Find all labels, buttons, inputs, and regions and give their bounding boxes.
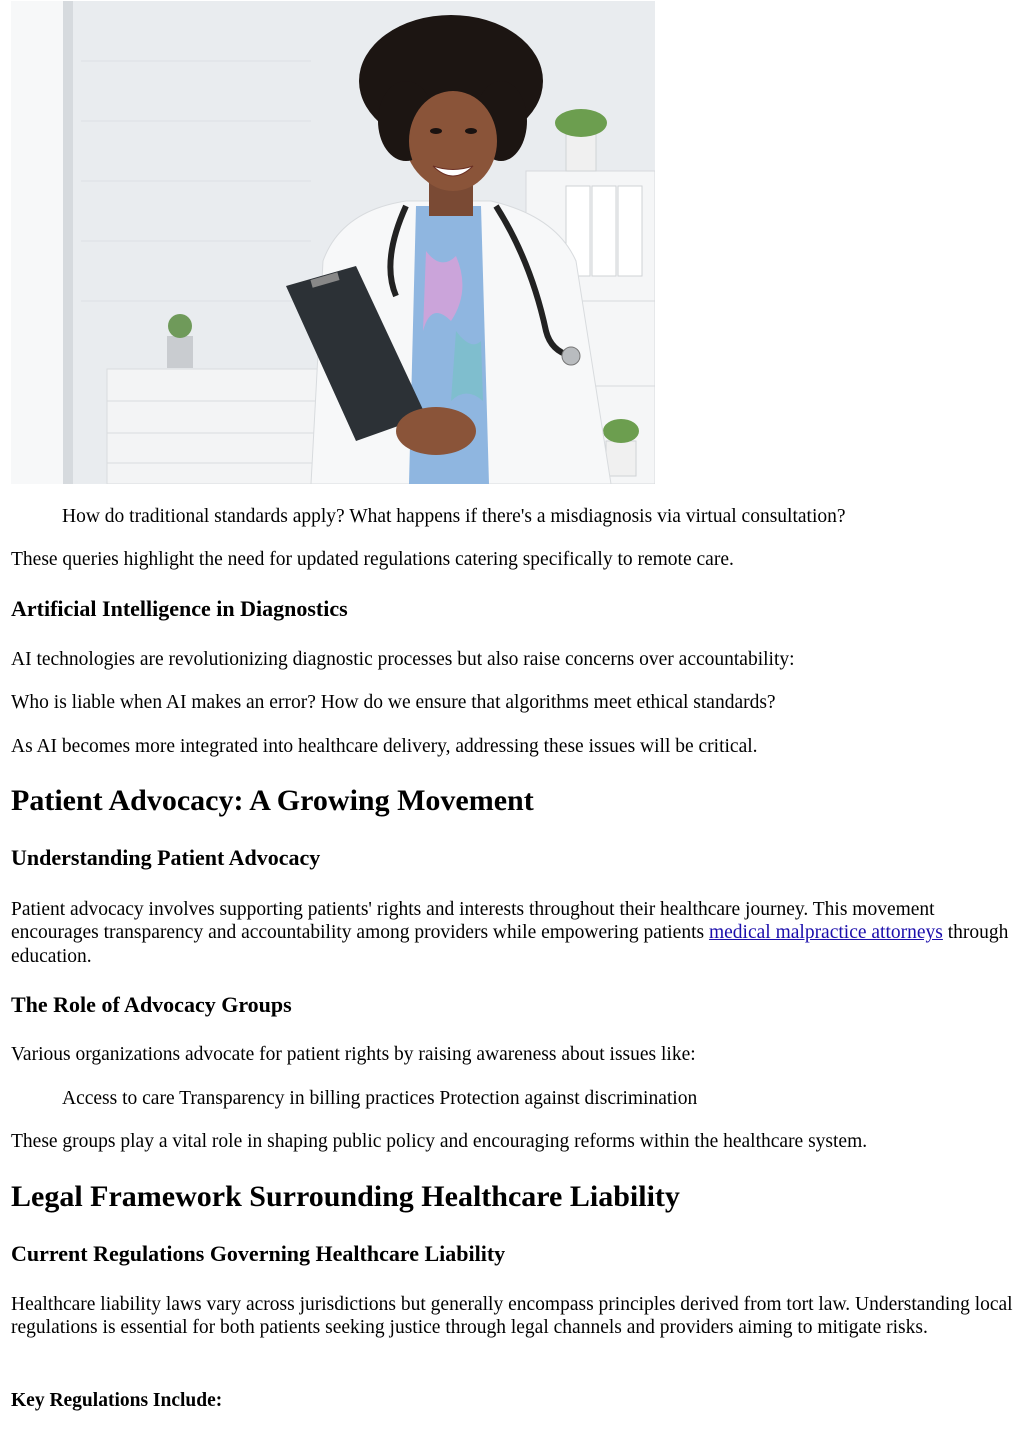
heading-current-regulations: Current Regulations Governing Healthcare Liability <box>11 1241 506 1266</box>
advocacy-text-before: Patient advocacy involves supporting patients' rights and interests throughout their healthcare journey. This movement encourages transparency and accountability among providers while empowering patients <box>11 899 935 944</box>
paragraph-remote-care: These queries highlight the need for updated regulations catering specifically to remote care. <box>11 549 734 570</box>
heading-ai-diagnostics: Artificial Intelligence in Diagnostics <box>11 596 348 621</box>
paragraph-ai-intro: AI technologies are revolutionizing diagnostic processes but also raise concerns over accountability: <box>11 649 795 670</box>
advocacy-text-after: through education. <box>11 922 1009 967</box>
paragraph-advocacy-definition <box>11 898 1013 968</box>
paragraph-organizations: Various organizations advocate for patient rights by raising awareness about issues like: <box>11 1044 696 1065</box>
paragraph-advocacy-issues: Access to care Transparency in billing practices Protection against discrimination <box>62 1088 698 1109</box>
paragraph-liability-laws: Healthcare liability laws vary across jurisdictions but generally encompass principles derived from tort law. Understanding local regulations is essential for both patients seeking justice through legal channels and providers aiming to mitigate risks. <box>11 1294 1013 1339</box>
heading-legal-framework: Legal Framework Surrounding Healthcare Liability <box>11 1180 680 1213</box>
paragraph-ai-critical: As AI becomes more integrated into healthcare delivery, addressing these issues will be critical. <box>11 736 758 757</box>
heading-patient-advocacy: Patient Advocacy: A Growing Movement <box>11 784 534 817</box>
paragraph-misdiagnosis-question: How do traditional standards apply? What happens if there's a misdiagnosis via virtual consultation? <box>62 506 846 527</box>
hero-doctor-image <box>11 1 655 484</box>
heading-key-regulations: Key Regulations Include: <box>11 1390 223 1411</box>
paragraph-groups-role: These groups play a vital role in shaping public policy and encouraging reforms within the healthcare system. <box>11 1131 868 1152</box>
heading-understanding-advocacy: Understanding Patient Advocacy <box>11 845 321 870</box>
malpractice-attorneys-link[interactable]: medical malpractice attorneys <box>708 922 943 944</box>
heading-advocacy-groups: The Role of Advocacy Groups <box>11 992 292 1017</box>
paragraph-ai-liability: Who is liable when AI makes an error? How do we ensure that algorithms meet ethical standards? <box>11 692 776 713</box>
